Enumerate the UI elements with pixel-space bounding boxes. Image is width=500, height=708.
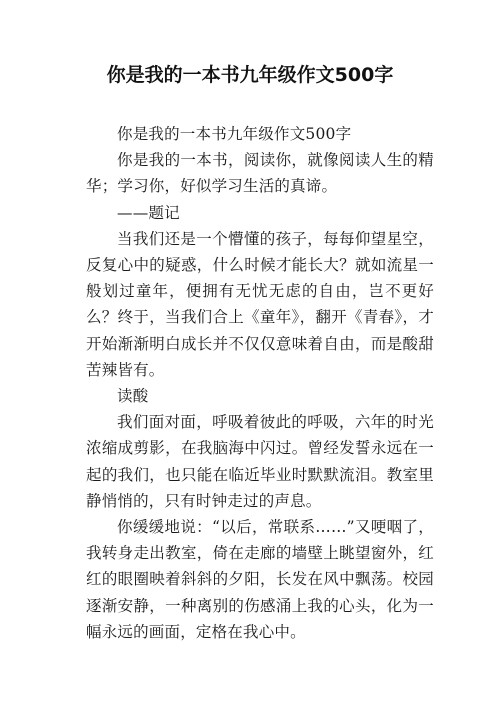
- paragraph-intro: 你是我的一本书，阅读你，就像阅读人生的精华；学习你，好似学习生活的真谛。: [86, 151, 434, 196]
- document-body: [86, 121, 434, 645]
- paragraph-epigraph-attribution: ——题记: [117, 203, 180, 222]
- paragraph-childhood: 当我们还是一个懵懂的孩子，每每仰望星空，反复心中的疑惑，什么时候才能长大？就如流星一般划过童年，便拥有无忧无虑的自由，岂不更好么？终于，当我们合上《童年》，翻开《青春》，才开始渐渐明白成长并不仅仅意味着自由，而是酸甜苦辣皆有。: [86, 229, 434, 379]
- section-heading-sour: 读酸: [117, 387, 149, 406]
- paragraph-classroom: 你缓缓地说：“以后，常联系……”又哽咽了，我转身走出教室，倚在走廊的墙壁上眺望窗外，红红的眼圈映着斜斜的夕阳，长发在风中飘荡。校园逐渐安静，一种离别的伤感涌上我的心头，化为一幅永远的画面，定格在我心中。: [86, 518, 434, 641]
- paragraph-title-repeat: 你是我的一本书九年级作文500字: [117, 125, 352, 143]
- paragraph-farewell: 我们面对面，呼吸着彼此的呼吸，六年的时光浓缩成剪影，在我脑海中闪过。曾经发誓永远在一起的我们，也只能在临近毕业时默默流泪。教室里静悄悄的，只有时钟走过的声息。: [86, 413, 434, 510]
- document-title: 你是我的一本书九年级作文500字: [106, 64, 394, 86]
